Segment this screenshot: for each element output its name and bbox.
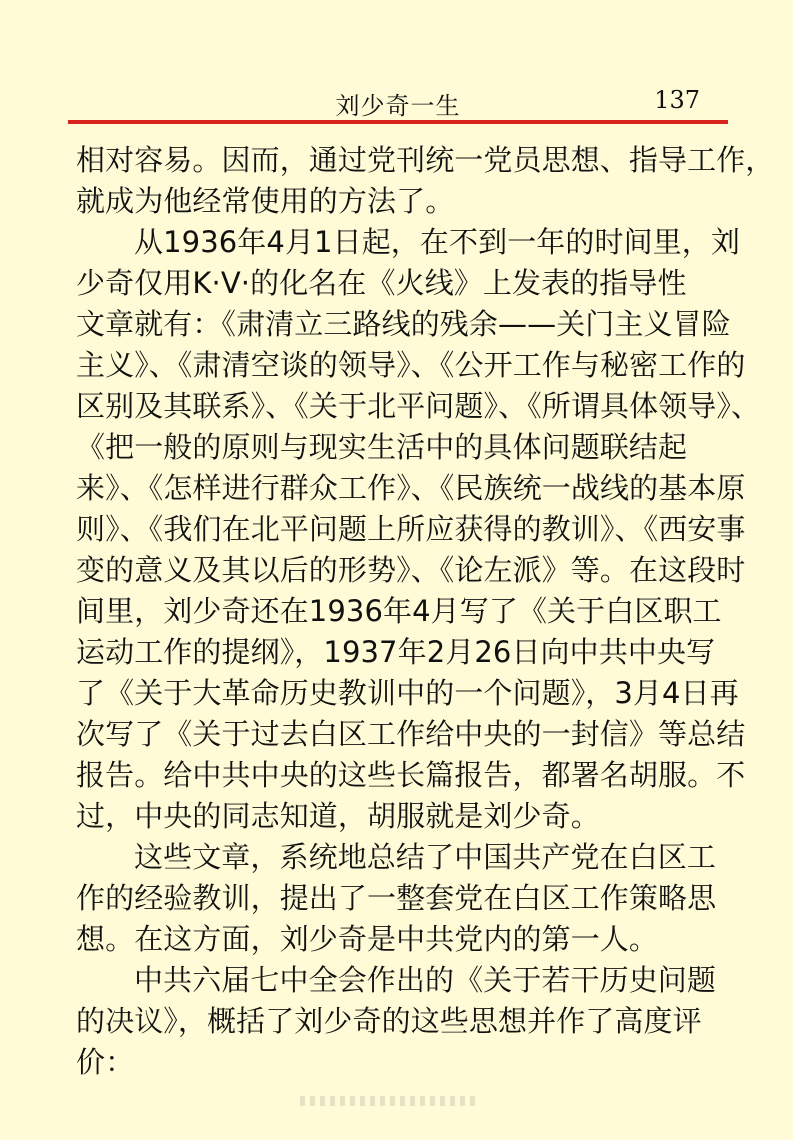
text-line: 了《关于大革命历史教训中的一个问题》，3月4日再 — [76, 676, 739, 710]
text-line: 想。在这方面，刘少奇是中共党内的第一人。 — [76, 922, 659, 956]
running-title: 刘少奇一生 — [335, 92, 461, 120]
text-line: 少奇仅用K·V·的化名在《火线》上发表的指导性 — [76, 266, 687, 300]
text-line: 就成为他经常使用的方法了。 — [76, 184, 455, 218]
paragraph-4 — [76, 960, 728, 1083]
text-line: 的决议》，概括了刘少奇的这些思想并作了高度评 — [76, 1004, 702, 1038]
text-line: 报告。给中共中央的这些长篇报告，都署名胡服。不 — [76, 758, 746, 792]
text-line: 《把一般的原则与现实生活中的具体问题联结起 — [76, 430, 688, 464]
text-line: 变的意义及其以后的形势》、《论左派》等。在这段时 — [76, 553, 746, 587]
text-line: 过，中央的同志知道，胡服就是刘少奇。 — [76, 799, 600, 833]
text-line: 作的经验教训，提出了一整套党在白区工作策略思 — [76, 881, 717, 915]
faint-bottom-mark — [300, 1096, 480, 1106]
paragraph-3 — [76, 837, 728, 960]
text-line: 区别及其联系》、《关于北平问题》、《所谓具体领导》、 — [76, 389, 761, 423]
text-line: 次写了《关于过去白区工作给中央的一封信》等总结 — [76, 717, 746, 751]
text-line: 从1936年4月1日起，在不到一年的时间里，刘 — [134, 225, 741, 259]
text-line: 价： — [76, 1045, 135, 1079]
page-header — [68, 78, 728, 122]
text-line: 运动工作的提纲》，1937年2月26日向中共中央写 — [76, 635, 716, 669]
text-line: 文章就有：《肃清立三路线的残余——关门主义冒险 — [76, 307, 731, 341]
text-line: 主义》、《肃清空谈的领导》、《公开工作与秘密工作的 — [76, 348, 746, 382]
text-line: 这些文章，系统地总结了中国共产党在白区工 — [134, 840, 717, 874]
header-rule — [68, 120, 728, 124]
text-line: 来》、《怎样进行群众工作》、《民族统一战线的基本原 — [76, 471, 746, 505]
text-line: 中共六届七中全会作出的《关于若干历史问题 — [134, 963, 717, 997]
paragraph-1 — [76, 140, 775, 222]
page-number: 137 — [654, 86, 700, 114]
text-line: 则》、《我们在北平问题上所应获得的教训》、《西安事 — [76, 512, 746, 546]
text-line: 相对容易。因而，通过党刊统一党员思想、指导工作， — [76, 143, 775, 177]
body-text — [76, 140, 775, 1083]
paragraph-2 — [76, 222, 761, 837]
text-line: 间里，刘少奇还在1936年4月写了《关于白区职工 — [76, 594, 722, 628]
